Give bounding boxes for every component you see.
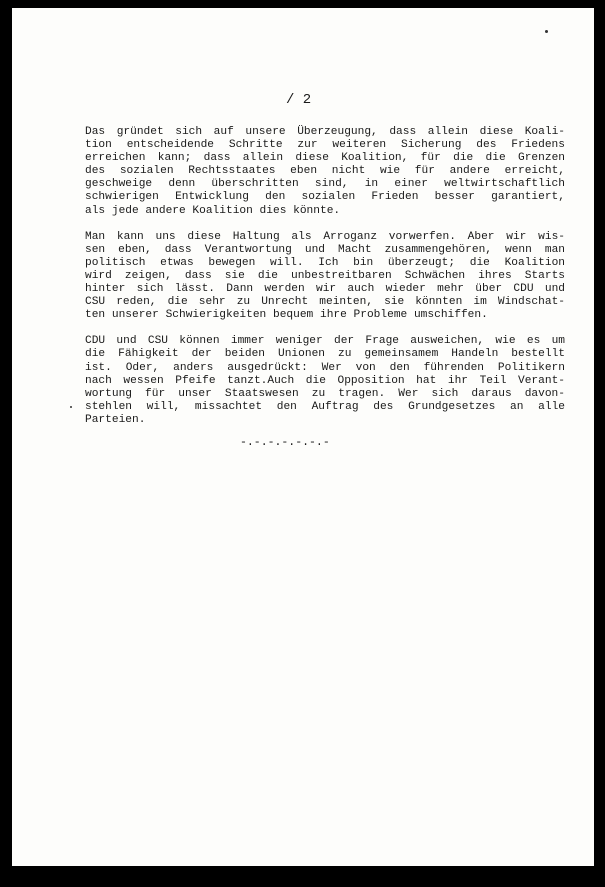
paragraph-1 xyxy=(85,126,565,218)
text-line: erreichen kann; dass allein diese Koalition, für die die Grenzen xyxy=(85,152,565,165)
text-line: ist. Oder, anders ausgedrückt: Wer von den führenden Politikern xyxy=(85,361,565,374)
body-text xyxy=(85,126,565,440)
text-line: als jede andere Koalition dies könnte. xyxy=(85,204,341,217)
text-line: Man kann uns diese Haltung als Arroganz vorwerfen. Aber wir wis- xyxy=(85,230,565,243)
text-line: des sozialen Rechtsstaates eben nicht wie für andere erreicht, xyxy=(85,165,565,178)
text-line: politisch etwas bewegen will. Ich bin überzeugt; die Koalition xyxy=(85,256,565,269)
text-line: ten unserer Schwierigkeiten bequem ihre Probleme umschiffen. xyxy=(85,309,488,322)
text-line: wird zeigen, dass sie die unbestreitbaren Schwächen ihres Starts xyxy=(85,269,565,282)
scan-speck xyxy=(545,30,548,33)
text-line: schwierigen Entwicklung den sozialen Frieden besser garantiert, xyxy=(85,191,565,204)
text-line: stehlen will, missachtet den Auftrag des Grundgesetzes an alle xyxy=(85,400,565,413)
page-number: / 2 xyxy=(286,92,312,108)
text-line: CSU reden, die sehr zu Unrecht meinten, sie könnten im Windschat- xyxy=(85,296,565,309)
paragraph-2 xyxy=(85,231,565,323)
text-line: CDU und CSU können immer weniger der Frage ausweichen, wie es um xyxy=(85,335,565,348)
scan-speck xyxy=(70,406,72,408)
end-divider: -.-.-.-.-.-.- xyxy=(240,436,330,449)
text-line: sen eben, dass Verantwortung und Macht zusammengehören, wenn man xyxy=(85,243,565,256)
text-line: Das gründet sich auf unsere Überzeugung, dass allein diese Koali- xyxy=(85,126,565,138)
text-line: tion entscheidende Schritte zur weiteren Sicherung des Friedens xyxy=(85,139,565,152)
text-line: die Fähigkeit der beiden Unionen zu gemeinsamem Handeln bestellt xyxy=(85,348,565,361)
text-line: nach wessen Pfeife tanzt.Auch die Opposition hat ihr Teil Verant- xyxy=(85,374,565,387)
paragraph-3 xyxy=(85,335,565,427)
document-page xyxy=(12,8,594,866)
text-line: wortung für unser Staatswesen zu tragen. Wer sich daraus davon- xyxy=(85,387,565,400)
text-line: geschweige denn überschritten sind, in einer weltwirtschaftlich xyxy=(85,178,565,191)
text-line: hinter sich lässt. Dann werden wir auch wieder mehr über CDU und xyxy=(85,283,565,296)
text-line: Parteien. xyxy=(85,413,146,426)
